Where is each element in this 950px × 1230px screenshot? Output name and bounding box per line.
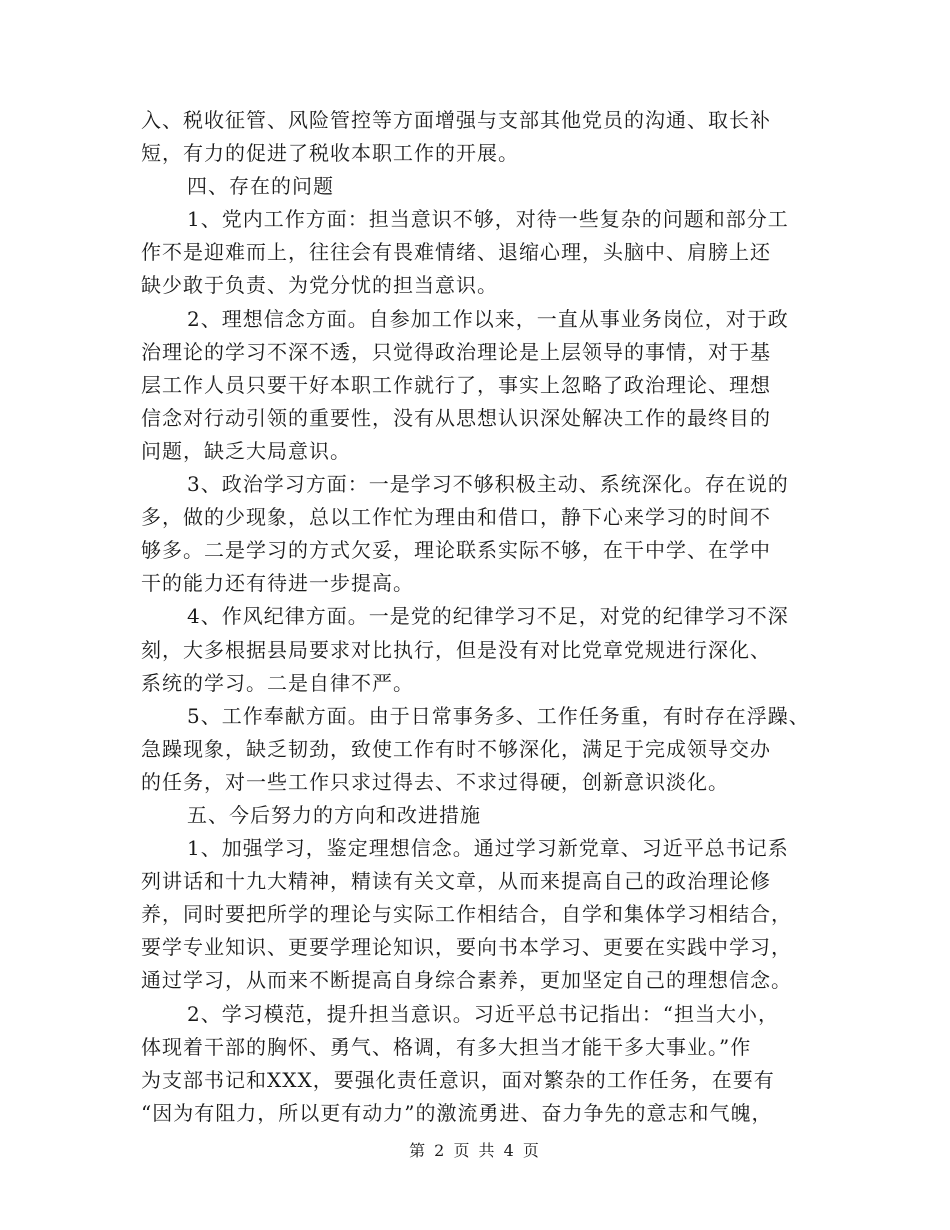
text-line: 问题，缺乏大局意识。 xyxy=(141,438,351,463)
text-line: 多，做的少现象，总以工作忙为理由和借口，静下心来学习的时间不 xyxy=(141,505,771,530)
text-line: 的任务，对一些工作只求过得去、不求过得硬，创新意识淡化。 xyxy=(141,769,729,794)
text-line: 通过学习，从而来不断提高自身综合素养，更加坚定自己的理想信念。 xyxy=(141,968,792,993)
page-footer: 第 2 页 共 4 页 xyxy=(409,1141,541,1160)
body-text xyxy=(141,104,811,1130)
text-line: 够多。二是学习的方式欠妥，理论联系实际不够，在干中学、在学中 xyxy=(141,538,771,563)
text-line: 体现着干部的胸怀、勇气、格调，有多大担当才能干多大事业。”作 xyxy=(141,1034,752,1059)
text-line: 作不是迎难而上，往往会有畏难情绪、退缩心理，头脑中、肩膀上还 xyxy=(141,240,771,265)
text-line: 四、存在的问题 xyxy=(187,174,334,199)
text-line: 2、理想信念方面。自参加工作以来，一直从事业务岗位，对于政 xyxy=(187,306,789,331)
text-line: 信念对行动引领的重要性，没有从思想认识深处解决工作的最终目的 xyxy=(141,405,771,430)
text-line: 入、税收征管、风险管控等方面增强与支部其他党员的沟通、取长补 xyxy=(141,108,771,132)
text-line: 五、今后努力的方向和改进措施 xyxy=(187,802,481,827)
text-line: 1、加强学习，鉴定理想信念。通过学习新党章、习近平总书记系 xyxy=(187,836,789,861)
text-line: 1、党内工作方面：担当意识不够，对待一些复杂的问题和部分工 xyxy=(187,207,789,232)
text-line: 层工作人员只要干好本职工作就行了，事实上忽略了政治理论、理想 xyxy=(141,372,771,397)
text-line: 5、工作奉献方面。由于日常事务多、工作任务重，有时存在浮躁、 xyxy=(187,703,810,728)
text-line: 急躁现象，缺乏韧劲，致使工作有时不够深化，满足于完成领导交办 xyxy=(141,736,771,761)
text-line: “因为有阻力，所以更有动力”的激流勇进、奋力争先的意志和气魄， xyxy=(141,1100,773,1125)
text-line: 缺少敢于负责、为党分忧的担当意识。 xyxy=(141,273,498,298)
text-line: 刻，大多根据县局要求对比执行，但是没有对比党章党规进行深化、 xyxy=(141,637,771,662)
text-line: 2、学习模范，提升担当意识。习近平总书记指出：“担当大小， xyxy=(187,1001,779,1026)
text-line: 干的能力还有待进一步提高。 xyxy=(141,571,414,596)
text-line: 系统的学习。二是自律不严。 xyxy=(141,670,414,695)
text-line: 3、政治学习方面：一是学习不够积极主动、系统深化。存在说的 xyxy=(187,472,789,497)
text-line: 4、作风纪律方面。一是党的纪律学习不足，对党的纪律学习不深 xyxy=(187,604,789,629)
text-line: 为支部书记和XXX，要强化责任意识，面对繁杂的工作任务，在要有 xyxy=(141,1067,775,1092)
text-line: 要学专业知识、更要学理论知识，要向书本学习、更要在实践中学习， xyxy=(141,935,792,960)
text-line: 列讲话和十九大精神，精读有关文章，从而来提高自己的政治理论修 xyxy=(141,869,771,894)
text-line: 治理论的学习不深不透，只觉得政治理论是上层领导的事情，对于基 xyxy=(141,339,771,364)
text-line: 短，有力的促进了税收本职工作的开展。 xyxy=(141,141,519,166)
text-line: 养，同时要把所学的理论与实际工作相结合，自学和集体学习相结合， xyxy=(141,902,792,927)
